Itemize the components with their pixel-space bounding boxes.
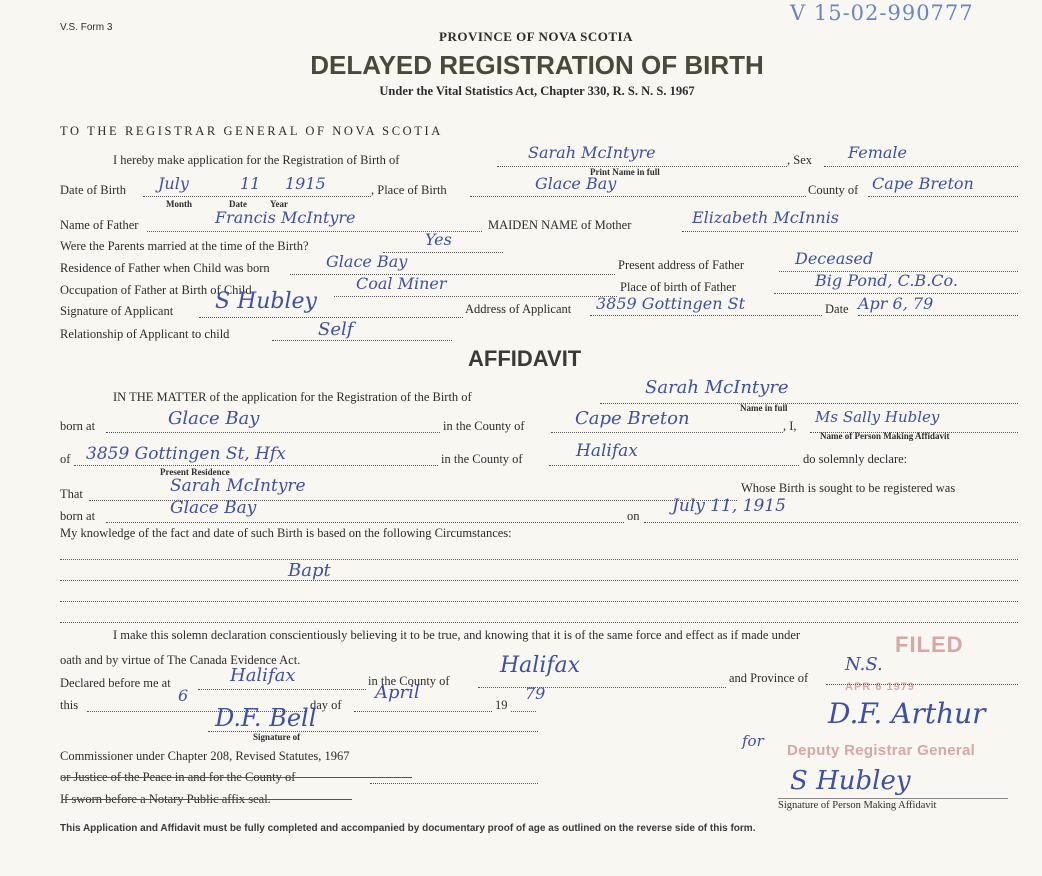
month-field[interactable]: April	[375, 682, 420, 703]
name-in-full-caption: Name in full	[740, 403, 788, 413]
filed-stamp: FILED	[895, 632, 964, 657]
dob-year-field[interactable]: 1915	[285, 174, 326, 193]
signature-label: Signature of Applicant	[60, 304, 174, 318]
notary-label: If sworn before a Notary Public affix seal.	[60, 792, 271, 806]
residence-address-field[interactable]: 3859 Gottingen St, Hfx	[86, 444, 286, 464]
county-label: County of	[808, 183, 859, 197]
that-name-field[interactable]: Sarah McIntyre	[170, 476, 306, 496]
residence-caption: Present Residence	[160, 467, 230, 477]
on-date-field[interactable]: July 11, 1915	[672, 496, 786, 516]
affiant-caption: Signature of Person Making Affidavit	[778, 800, 937, 811]
filed-date-stamp: APR 6 1979	[845, 681, 915, 693]
place-field[interactable]: Glace Bay	[535, 174, 617, 193]
declared-province-field[interactable]: N.S.	[845, 654, 883, 675]
affiant-county-field[interactable]: Halifax	[576, 441, 638, 461]
date-label: Date	[825, 302, 849, 316]
on-label: on	[627, 509, 640, 523]
registrar-signature[interactable]: D.F. Arthur	[828, 697, 986, 730]
this-day-field[interactable]: 6	[178, 686, 189, 705]
year-caption: Year	[270, 199, 288, 209]
print-name-caption: Print Name in full	[590, 167, 660, 177]
file-number: V 15-02-990777	[790, 1, 974, 25]
born-at2-label: born at	[60, 509, 96, 523]
declare-label: do solemnly declare:	[803, 452, 908, 466]
year-field[interactable]: 79	[525, 684, 546, 703]
present-address-label: Present address of Father	[618, 258, 745, 272]
dob-day-field[interactable]: 11	[240, 174, 261, 193]
justice-label: or Justice of the Peace in and for the County of	[60, 770, 296, 784]
circumstances-field[interactable]: Bapt	[288, 560, 331, 581]
registrar-prefix: for	[742, 732, 764, 750]
affidavit-heading: AFFIDAVIT	[468, 346, 582, 371]
in-county-label: in the County of	[368, 674, 450, 688]
declared-place-field[interactable]: Halifax	[230, 665, 296, 686]
footer-note: This Application and Affidavit must be fully completed and accompanied by documentary proof of age as outlined on the reverse side of this form.	[60, 823, 756, 834]
intro-label: I hereby make application for the Registration of Birth of	[113, 153, 400, 167]
form-subtitle: Under the Vital Statistics Act, Chapter 330, R. S. N. S. 1967	[379, 84, 695, 98]
affiant-name-field[interactable]: Ms Sally Hubley	[815, 408, 940, 426]
born-at2-field[interactable]: Glace Bay	[170, 498, 257, 518]
mother-label: MAIDEN NAME of Mother	[488, 218, 632, 232]
person-caption: Name of Person Making Affidavit	[820, 431, 950, 441]
relationship-label: Relationship of Applicant to child	[60, 327, 230, 341]
father-birthplace-label: Place of birth of Father	[620, 280, 736, 294]
sex-field[interactable]: Female	[848, 143, 907, 162]
occupation-field[interactable]: Coal Miner	[356, 274, 447, 293]
relationship-field[interactable]: Self	[318, 319, 354, 340]
deputy-registrar-stamp: Deputy Registrar General	[787, 742, 976, 759]
applicant-signature[interactable]: S Hubley	[215, 289, 317, 314]
solemn-line-2: oath and by virtue of The Canada Evidence Act.	[60, 653, 301, 667]
signature-of-caption: Signature of	[253, 732, 301, 742]
married-label: Were the Parents married at the time of the Birth?	[60, 239, 309, 253]
province-heading: PROVINCE OF NOVA SCOTIA	[439, 29, 633, 44]
form-number: V.S. Form 3	[60, 22, 113, 33]
matter-label: IN THE MATTER of the application for the Registration of the Birth of	[113, 390, 472, 404]
affiant-signature[interactable]: S Hubley	[790, 766, 911, 796]
registrar-address-line: TO THE REGISTRAR GENERAL OF NOVA SCOTIA	[60, 124, 443, 138]
occupation-label: Occupation of Father at Birth of Child	[60, 283, 252, 297]
date-field[interactable]: Apr 6, 79	[858, 294, 934, 313]
i-label: , I,	[783, 419, 797, 433]
whose-birth-label: Whose Birth is sought to be registered was	[741, 481, 956, 495]
of-label: of	[60, 452, 71, 466]
declared-county-field[interactable]: Halifax	[500, 653, 581, 678]
province-label: and Province of	[729, 671, 809, 685]
form-title: DELAYED REGISTRATION OF BIRTH	[310, 50, 764, 80]
mother-field[interactable]: Elizabeth McInnis	[692, 208, 840, 227]
affidavit-county-field[interactable]: Cape Breton	[575, 408, 690, 429]
date-caption: Date	[229, 199, 247, 209]
commissioner-signature[interactable]: D.F. Bell	[215, 704, 317, 732]
father-field[interactable]: Francis McIntyre	[215, 208, 356, 227]
place-label: , Place of Birth	[371, 183, 447, 197]
dob-month-field[interactable]: July	[158, 174, 189, 193]
county-of-label: in the County of	[443, 419, 525, 433]
born-at-field[interactable]: Glace Bay	[168, 408, 260, 429]
day-of-label: day of	[310, 698, 342, 712]
sex-label: , Sex	[787, 153, 812, 167]
knowledge-label: My knowledge of the fact and date of such Birth is based on the following Circumstances:	[60, 526, 512, 540]
father-label: Name of Father	[60, 218, 139, 232]
father-birthplace-field[interactable]: Big Pond, C.B.Co.	[815, 271, 958, 290]
address-label: Address of Applicant	[465, 302, 572, 316]
child-name-field[interactable]: Sarah McIntyre	[528, 143, 656, 162]
matter-name-field[interactable]: Sarah McIntyre	[645, 377, 789, 398]
solemn-line-1: I make this solemn declaration conscientiously believing it to be true, and knowing that it is of the same force and effect as if made under	[113, 628, 801, 642]
commissioner-label: Commissioner under Chapter 208, Revised Statutes, 1967	[60, 749, 350, 763]
year-prefix: 19	[495, 698, 508, 712]
month-caption: Month	[166, 199, 193, 209]
born-at-label: born at	[60, 419, 96, 433]
residence-label: Residence of Father when Child was born	[60, 261, 270, 275]
dob-label: Date of Birth	[60, 183, 126, 197]
residence-field[interactable]: Glace Bay	[326, 252, 408, 271]
county2-label: in the County of	[441, 452, 523, 466]
address-field[interactable]: 3859 Gottingen St	[596, 294, 745, 313]
county-field[interactable]: Cape Breton	[872, 174, 974, 193]
present-address-field[interactable]: Deceased	[795, 249, 874, 268]
married-field[interactable]: Yes	[425, 230, 452, 249]
declared-label: Declared before me at	[60, 676, 171, 690]
that-label: That	[60, 487, 83, 501]
this-label: this	[60, 698, 79, 712]
